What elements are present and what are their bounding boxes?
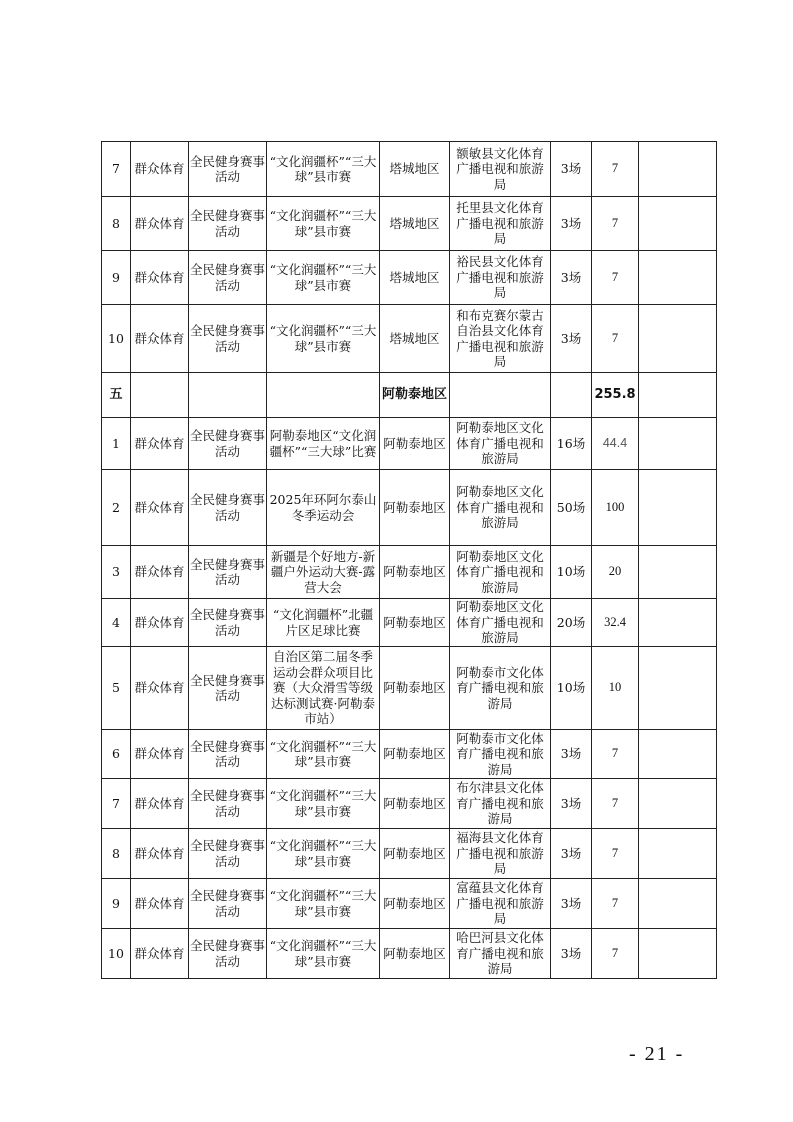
note-cell [639,879,717,929]
event-region: 阿勒泰地区 [380,418,450,470]
table-body [102,142,717,979]
funding-amount: 7 [592,142,639,197]
event-category: 全民健身赛事活动 [189,470,267,546]
section-row [102,373,717,418]
event-category: 全民健身赛事活动 [189,929,267,979]
section-number: 五 [102,373,131,418]
note-cell [639,599,717,647]
event-name: “文化润疆杯”“三大球”县市赛 [267,197,380,251]
funding-amount: 7 [592,779,639,829]
event-name: 阿勒泰地区“文化润疆杯”“三大球”比赛 [267,418,380,470]
organizer: 阿勒泰地区文化体育广播电视和旅游局 [450,599,551,647]
sport-type: 群众体育 [131,546,189,599]
event-category: 全民健身赛事活动 [189,829,267,879]
sport-type: 群众体育 [131,879,189,929]
funding-amount: 7 [592,197,639,251]
section-region: 阿勒泰地区 [380,373,450,418]
session-count: 3场 [551,829,592,879]
empty-cell [189,373,267,418]
page-number: - 21 - [629,1043,685,1065]
event-category: 全民健身赛事活动 [189,730,267,779]
event-name: 自治区第二届冬季运动会群众项目比赛（大众滑雪等级达标测试赛·阿勒泰市站） [267,647,380,730]
funding-amount: 7 [592,929,639,979]
event-name: 新疆是个好地方-新疆户外运动大赛-露营大会 [267,546,380,599]
event-name: “文化润疆杯”“三大球”县市赛 [267,305,380,373]
table-row [102,829,717,879]
organizer: 阿勒泰地区文化体育广播电视和旅游局 [450,546,551,599]
row-number: 9 [102,251,131,305]
organizer: 布尔津县文化体育广播电视和旅游局 [450,779,551,829]
event-name: “文化润疆杯”“三大球”县市赛 [267,251,380,305]
note-cell [639,418,717,470]
event-name: “文化润疆杯”“三大球”县市赛 [267,779,380,829]
note-cell [639,305,717,373]
table-row [102,305,717,373]
session-count: 3场 [551,305,592,373]
session-count: 3场 [551,929,592,979]
event-region: 阿勒泰地区 [380,730,450,779]
empty-cell [131,373,189,418]
sport-type: 群众体育 [131,599,189,647]
empty-cell [551,373,592,418]
organizer: 哈巴河县文化体育广播电视和旅游局 [450,929,551,979]
row-number: 6 [102,730,131,779]
event-region: 塔城地区 [380,251,450,305]
event-region: 阿勒泰地区 [380,829,450,879]
note-cell [639,251,717,305]
sport-type: 群众体育 [131,197,189,251]
event-name: “文化润疆杯”“三大球”县市赛 [267,730,380,779]
event-name: “文化润疆杯”“三大球”县市赛 [267,879,380,929]
empty-cell [267,373,380,418]
event-region: 阿勒泰地区 [380,470,450,546]
event-category: 全民健身赛事活动 [189,647,267,730]
row-number: 8 [102,197,131,251]
empty-cell [639,373,717,418]
sport-type: 群众体育 [131,418,189,470]
event-region: 阿勒泰地区 [380,647,450,730]
row-number: 7 [102,779,131,829]
funding-amount: 32.4 [592,599,639,647]
organizer: 裕民县文化体育广播电视和旅游局 [450,251,551,305]
event-name: 2025年环阿尔泰山冬季运动会 [267,470,380,546]
session-count: 10场 [551,546,592,599]
session-count: 3场 [551,779,592,829]
empty-cell [450,373,551,418]
sport-type: 群众体育 [131,305,189,373]
row-number: 1 [102,418,131,470]
session-count: 20场 [551,599,592,647]
organizer: 托里县文化体育广播电视和旅游局 [450,197,551,251]
sport-type: 群众体育 [131,929,189,979]
funding-amount: 44.4 [592,418,639,470]
note-cell [639,142,717,197]
session-count: 3场 [551,251,592,305]
table-row [102,251,717,305]
note-cell [639,779,717,829]
event-region: 塔城地区 [380,142,450,197]
event-region: 塔城地区 [380,197,450,251]
note-cell [639,470,717,546]
session-count: 3场 [551,197,592,251]
section-total: 255.8 [592,373,639,418]
sport-type: 群众体育 [131,251,189,305]
event-category: 全民健身赛事活动 [189,142,267,197]
event-name: “文化润疆杯”北疆片区足球比赛 [267,599,380,647]
note-cell [639,647,717,730]
funding-amount: 10 [592,647,639,730]
session-count: 3场 [551,730,592,779]
table-row [102,730,717,779]
sport-type: 群众体育 [131,470,189,546]
table-row [102,647,717,730]
event-category: 全民健身赛事活动 [189,418,267,470]
table-row [102,142,717,197]
session-count: 3场 [551,142,592,197]
event-region: 阿勒泰地区 [380,929,450,979]
funding-amount: 7 [592,251,639,305]
funding-amount: 7 [592,829,639,879]
session-count: 50场 [551,470,592,546]
table-row [102,879,717,929]
table-row [102,546,717,599]
funding-amount: 7 [592,879,639,929]
event-category: 全民健身赛事活动 [189,305,267,373]
sport-type: 群众体育 [131,647,189,730]
table-row [102,197,717,251]
session-count: 3场 [551,879,592,929]
event-category: 全民健身赛事活动 [189,779,267,829]
sport-type: 群众体育 [131,779,189,829]
row-number: 4 [102,599,131,647]
organizer: 和布克赛尔蒙古自治县文化体育广播电视和旅游局 [450,305,551,373]
note-cell [639,546,717,599]
event-category: 全民健身赛事活动 [189,879,267,929]
funding-amount: 7 [592,730,639,779]
note-cell [639,829,717,879]
organizer: 阿勒泰市文化体育广播电视和旅游局 [450,647,551,730]
funding-amount: 7 [592,305,639,373]
organizer: 富蕴县文化体育广播电视和旅游局 [450,879,551,929]
funding-amount: 100 [592,470,639,546]
organizer: 福海县文化体育广播电视和旅游局 [450,829,551,879]
funding-amount: 20 [592,546,639,599]
event-region: 塔城地区 [380,305,450,373]
event-category: 全民健身赛事活动 [189,599,267,647]
event-category: 全民健身赛事活动 [189,197,267,251]
event-name: “文化润疆杯”“三大球”县市赛 [267,142,380,197]
organizer: 额敏县文化体育广播电视和旅游局 [450,142,551,197]
event-region: 阿勒泰地区 [380,546,450,599]
table-row [102,418,717,470]
event-region: 阿勒泰地区 [380,779,450,829]
table-row [102,599,717,647]
row-number: 7 [102,142,131,197]
row-number: 3 [102,546,131,599]
organizer: 阿勒泰市文化体育广播电视和旅游局 [450,730,551,779]
row-number: 5 [102,647,131,730]
events-table [101,141,717,979]
event-category: 全民健身赛事活动 [189,251,267,305]
organizer: 阿勒泰地区文化体育广播电视和旅游局 [450,470,551,546]
row-number: 10 [102,305,131,373]
sport-type: 群众体育 [131,829,189,879]
table-row [102,929,717,979]
table-row [102,470,717,546]
event-name: “文化润疆杯”“三大球”县市赛 [267,829,380,879]
event-region: 阿勒泰地区 [380,879,450,929]
session-count: 16场 [551,418,592,470]
table-row [102,779,717,829]
session-count: 10场 [551,647,592,730]
sport-type: 群众体育 [131,142,189,197]
note-cell [639,929,717,979]
event-region: 阿勒泰地区 [380,599,450,647]
organizer: 阿勒泰地区文化体育广播电视和旅游局 [450,418,551,470]
note-cell [639,197,717,251]
row-number: 9 [102,879,131,929]
event-name: “文化润疆杯”“三大球”县市赛 [267,929,380,979]
row-number: 2 [102,470,131,546]
event-category: 全民健身赛事活动 [189,546,267,599]
row-number: 8 [102,829,131,879]
row-number: 10 [102,929,131,979]
sport-type: 群众体育 [131,730,189,779]
note-cell [639,730,717,779]
